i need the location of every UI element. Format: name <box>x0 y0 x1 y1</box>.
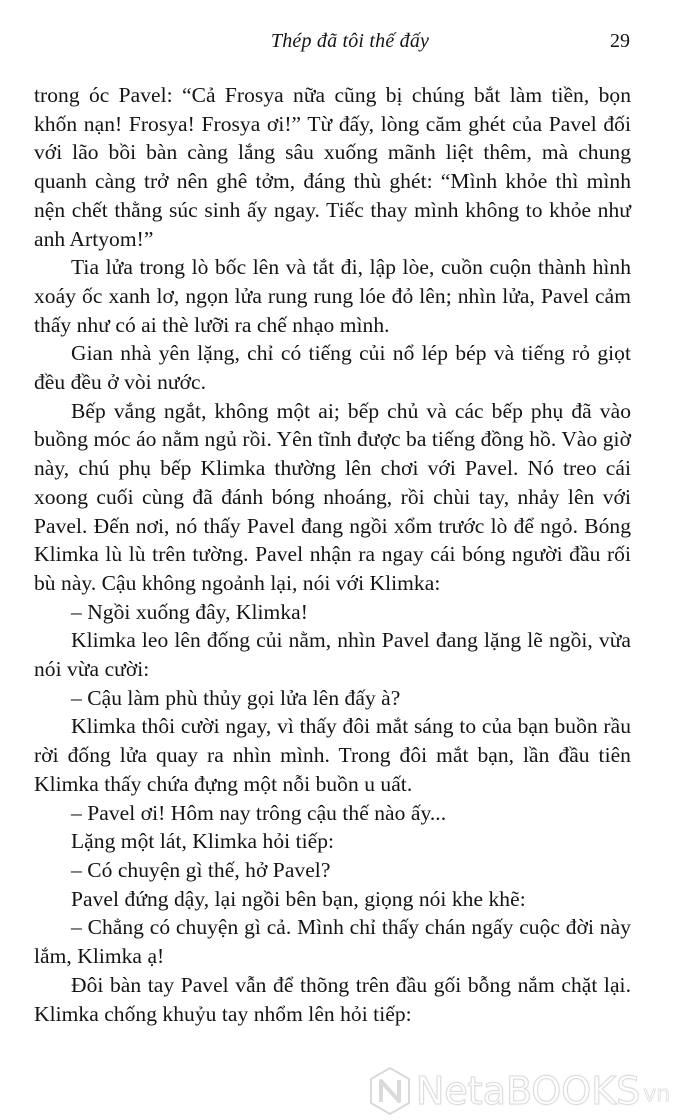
watermark-text: NetaBOOKS <box>416 1069 641 1113</box>
paragraph: Bếp vắng ngắt, không một ai; bếp chủ và các bếp phụ đã vào buồng móc áo nằm ngủ rồi. Yên tĩnh được ba tiếng đồng hồ. Vào giờ này, chú phụ bếp Klimka thường lên chơi với Pavel. Nó treo cái xoong cuối cùng đã đánh bóng nhoáng, rồi chùi tay, nhảy lên với Pavel. Đến nơi, nó thấy Pavel đang ngồi xổm trước lò để ngỏ. Bóng Klimka lù lù trên tường. Pavel nhận ra ngay cái bóng người đầu rối bù này. Cậu không ngoảnh lại, nói với Klimka: <box>34 398 631 595</box>
paragraph: Pavel đứng dậy, lại ngồi bên bạn, giọng nói khe khẽ: <box>71 886 526 911</box>
running-title: Thép đã tôi thế đấy <box>270 30 430 52</box>
netabooks-logo-icon <box>368 1066 412 1116</box>
page-number: 29 <box>610 30 630 52</box>
page-header <box>0 26 700 60</box>
dialogue-line: – Cậu làm phù thủy gọi lửa lên đấy à? <box>71 685 401 710</box>
paragraph: Klimka thôi cười ngay, vì thấy đôi mắt sáng to của bạn buồn rầu rời đống lửa quay ra nhìn mình. Trong đôi mắt bạn, lần đầu tiên Klimka thấy chứa đựng một nỗi buồn u uất. <box>34 714 631 796</box>
paragraph: Klimka leo lên đống củi nằm, nhìn Pavel đang lặng lẽ ngồi, vừa nói vừa cười: <box>34 628 631 682</box>
body-text <box>34 81 631 1028</box>
paragraph: Gian nhà yên lặng, chỉ có tiếng củi nổ lép bép và tiếng rỏ giọt đều đều ở vòi nước. <box>34 341 631 395</box>
watermark-suffix: vn <box>643 1082 671 1107</box>
paragraph: Đôi bàn tay Pavel vẫn để thõng trên đầu gối bỗng nắm chặt lại. Klimka chống khuỷu tay nhổm lên hỏi tiếp: <box>34 972 631 1026</box>
dialogue-line: – Pavel ơi! Hôm nay trông cậu thế nào ấy... <box>71 800 447 825</box>
dialogue-line: – Chẳng có chuyện gì cả. Mình chỉ thấy chán ngấy cuộc đời này lắm, Klimka ạ! <box>34 915 631 969</box>
paragraph: Tia lửa trong lò bốc lên và tắt đi, lập lòe, cuồn cuộn thành hình xoáy ốc xanh lơ, ngọn lửa rung rung lóe đỏ lên; nhìn lửa, Pavel cảm thấy như có ai thè lưỡi ra chế nhạo mình. <box>34 255 631 337</box>
dialogue-line: – Ngồi xuống đây, Klimka! <box>71 599 308 624</box>
watermark <box>368 1066 670 1116</box>
dialogue-line: – Có chuyện gì thế, hở Pavel? <box>71 857 331 882</box>
paragraph: trong óc Pavel: “Cả Frosya nữa cũng bị chúng bắt làm tiền, bọn khốn nạn! Frosya! Frosya ơi!” Từ đấy, lòng căm ghét của Pavel đối với lão bồi bàn càng lắng sâu xuống mãnh liệt thêm, mà chung quanh càng trở nên ghê tởm, đáng thù ghét: “Mình khỏe thì mình nện chết thằng súc sinh ấy ngay. Tiếc thay mình không to khỏe như anh Artyom!” <box>34 83 631 251</box>
paragraph: Lặng một lát, Klimka hỏi tiếp: <box>71 829 335 854</box>
